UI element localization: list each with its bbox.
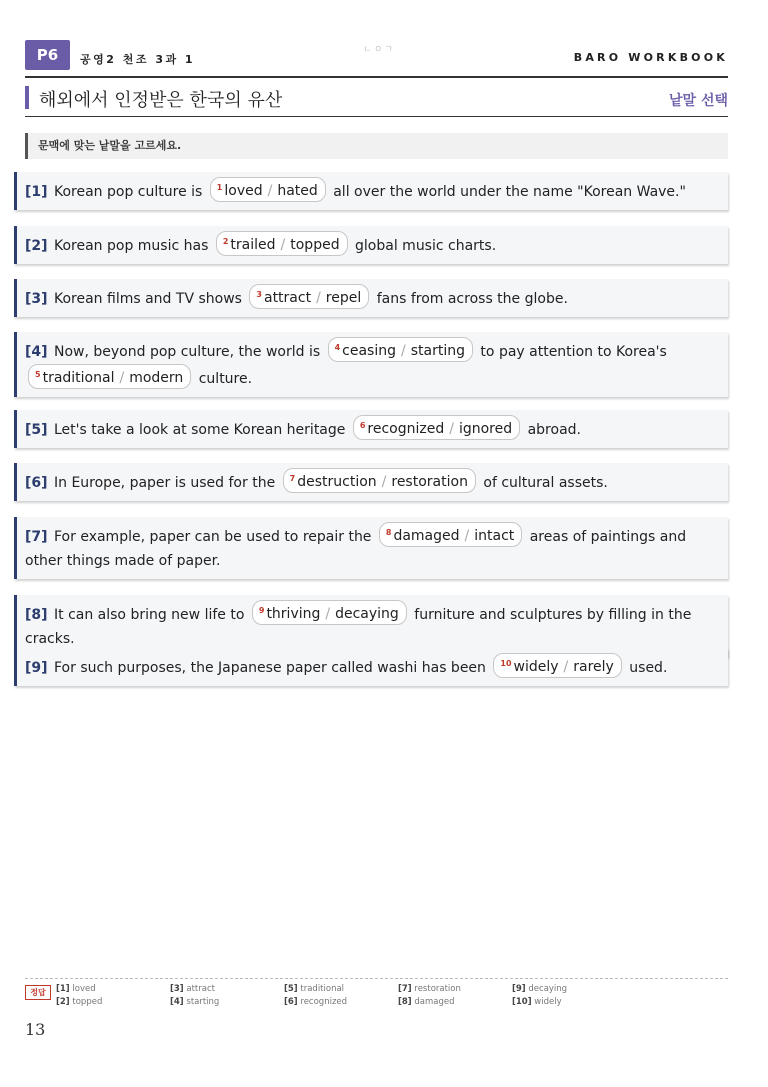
blank-number: 10 [500,659,512,668]
question-text: to pay attention to Korea's [475,344,667,360]
choice-option-a[interactable]: loved [224,183,263,199]
blank-number: 2 [222,237,229,246]
answer-label: 정답 [25,985,51,1000]
choice-option-a[interactable]: widely [513,659,559,675]
question-number: [6] [25,475,48,491]
choice-separator: / [325,606,331,622]
choice-option-b[interactable]: rarely [573,659,614,675]
blank-number: 6 [359,421,366,430]
answer-entry: [5] traditional [284,984,345,994]
answer-entry: [3] attract [170,984,215,994]
page-header [25,40,728,78]
page-badge: P6 [25,40,70,70]
question-text: It can also bring new life to [49,607,249,623]
answer-entry: [1] loved [56,984,96,994]
question-item [14,279,728,317]
faint-mark: ㄴㅇㄱ [363,45,396,55]
answer-entry: [4] starting [170,997,220,1007]
question-number: [1] [25,184,48,200]
question-text: all over the world under the name "Korean Wave." [328,184,686,200]
question-number: [7] [25,529,48,545]
word-choice[interactable] [252,600,407,625]
word-choice[interactable] [283,468,476,493]
question-number: [2] [25,238,48,254]
brand-label: BARO WORKBOOK [573,51,728,64]
word-choice[interactable] [353,415,520,440]
word-choice[interactable] [216,231,348,256]
choice-separator: / [464,528,470,544]
choice-option-b[interactable]: topped [290,237,340,253]
word-choice[interactable] [493,653,621,678]
question-text: For example, paper can be used to repair the [49,529,376,545]
answer-entry: [8] damaged [398,997,455,1007]
choice-option-a[interactable]: destruction [297,474,377,490]
question-text: areas of paintings and other things made of paper. [25,529,687,569]
question-text: abroad. [523,422,581,438]
blank-number: 9 [258,606,265,615]
choice-separator: / [381,474,387,490]
question-number: [8] [25,607,48,623]
lesson-label: 공영2 천조 3과 1 [80,53,196,66]
blank-number: 1 [216,183,223,192]
question-item [14,332,728,397]
question-text: Korean pop culture is [49,184,207,200]
choice-option-a[interactable]: thriving [266,606,321,622]
answer-key [25,978,728,1014]
question-text: of cultural assets. [478,475,608,491]
choice-option-a[interactable]: attract [263,290,312,306]
question-item [14,648,728,686]
blank-number: 8 [385,528,392,537]
question-text: global music charts. [350,238,497,254]
choice-separator: / [316,290,321,306]
choice-option-b[interactable]: repel [325,290,362,306]
title-row [25,86,728,117]
question-text: In Europe, paper is used for the [49,475,280,491]
question-item [14,172,728,210]
word-choice[interactable] [28,364,191,389]
blank-number: 7 [289,474,296,483]
choice-option-a[interactable]: trailed [230,237,276,253]
choice-separator: / [449,421,454,437]
question-text: For such purposes, the Japanese paper called washi has been [49,660,491,676]
word-choice[interactable] [249,284,369,309]
choice-option-b[interactable]: starting [410,343,465,359]
question-item [14,226,728,264]
answer-entry: [6] recognized [284,997,348,1007]
question-number: [4] [25,344,48,360]
choice-option-b[interactable]: decaying [335,606,399,622]
question-item [14,517,728,579]
choice-separator: / [119,370,125,386]
blank-number: 5 [35,370,41,379]
choice-separator: / [563,659,569,675]
question-text: Now, beyond pop culture, the world is [49,344,325,360]
answer-entry: [2] topped [56,997,103,1007]
blank-number: 4 [334,343,341,352]
question-number: [9] [25,660,48,676]
instruction: 문맥에 맞는 낱말을 고르세요. [25,133,728,159]
question-text: Let's take a look at some Korean heritage [49,422,350,438]
question-item [14,410,728,448]
question-text: culture. [194,371,253,387]
question-number: [5] [25,422,48,438]
choice-option-a[interactable]: damaged [393,528,460,544]
answer-entry: [9] decaying [512,984,568,994]
page-number: 13 [25,1020,46,1039]
choice-separator: / [280,237,286,253]
choice-option-b[interactable]: intact [474,528,515,544]
choice-option-b[interactable]: restoration [391,474,468,490]
question-text: Korean films and TV shows [49,291,247,307]
title-accent-bar [25,86,29,109]
question-text: furniture and sculptures by filling in the cracks. [25,607,692,647]
choice-option-b[interactable]: hated [277,183,318,199]
exercise-type: 낱말 선택 [669,93,728,109]
word-choice[interactable] [328,337,473,362]
question-item [14,463,728,501]
answer-entry: [10] widely [512,997,562,1007]
question-text: used. [624,660,668,676]
choice-option-b[interactable]: ignored [458,421,513,437]
choice-option-a[interactable]: ceasing [342,343,396,359]
blank-number: 3 [256,290,262,299]
question-number: [3] [25,291,48,307]
question-text: fans from across the globe. [372,291,568,307]
choice-separator: / [267,183,273,199]
word-choice[interactable] [379,522,522,547]
page-title: 해외에서 인정받은 한국의 유산 [39,90,283,111]
answer-entry: [7] restoration [398,984,461,994]
word-choice[interactable] [210,177,326,202]
choice-option-a[interactable]: traditional [42,370,115,386]
choice-option-b[interactable]: modern [129,370,184,386]
choice-option-a[interactable]: recognized [367,421,445,437]
question-text: Korean pop music has [49,238,213,254]
choice-separator: / [401,343,406,359]
